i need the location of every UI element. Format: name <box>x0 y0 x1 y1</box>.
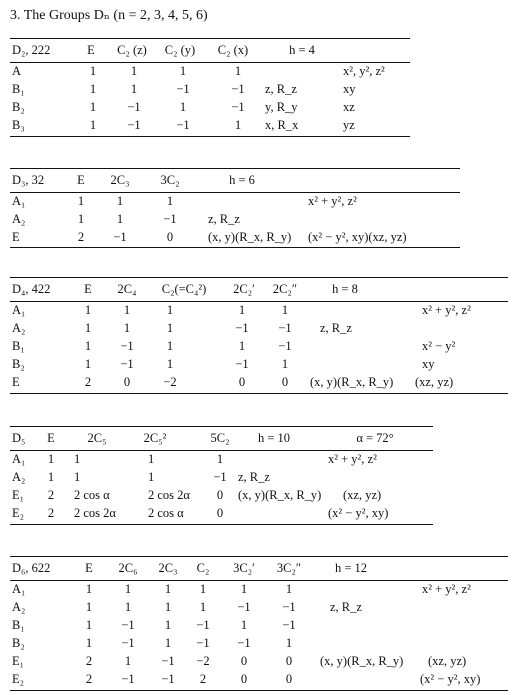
table-cell: 1 <box>166 194 174 208</box>
table-cell: 1 <box>85 582 93 596</box>
header-cell: 2C₂″ <box>272 282 298 296</box>
header-cell: 3C₂ <box>160 173 180 187</box>
table-cell: 1 <box>74 452 81 466</box>
table-cell: 1 <box>124 582 132 596</box>
header-cell: C₂ <box>196 561 210 575</box>
table-cell: −1 <box>121 618 135 632</box>
table-cell: 1 <box>85 636 93 650</box>
table-top-rule <box>10 426 433 427</box>
table-cell: 2 <box>77 230 85 244</box>
table-cell: 1 <box>77 194 85 208</box>
table-cell: 1 <box>240 618 248 632</box>
table-cell: 1 <box>123 303 131 317</box>
table-cell: 1 <box>234 64 242 78</box>
table-cell: E₁ <box>12 488 24 502</box>
table-cell: y, R_y <box>265 100 298 114</box>
header-cell: E <box>77 173 85 187</box>
header-cell: E <box>85 561 93 575</box>
table-cell: −1 <box>278 339 292 353</box>
table-cell: −1 <box>278 321 292 335</box>
table-cell: −1 <box>196 618 210 632</box>
table-cell: 2 <box>85 654 93 668</box>
table-cell: z, R_z <box>330 600 362 614</box>
table-cell: −2 <box>163 375 177 389</box>
table-cell: A₁ <box>12 194 26 208</box>
table-cell: (x, y)(R_x, R_y) <box>238 488 322 502</box>
table-cell: 1 <box>166 339 174 353</box>
table-cell: 1 <box>74 470 81 484</box>
table-cell: 1 <box>84 303 92 317</box>
table-cell: −1 <box>161 654 175 668</box>
table-cell: −2 <box>196 654 210 668</box>
header-cell: 3C₂″ <box>276 561 302 575</box>
table-cell: −1 <box>113 230 127 244</box>
table-cell: 1 <box>84 339 92 353</box>
table-cell: E₁ <box>12 654 24 668</box>
table-top-rule <box>10 38 410 39</box>
header-cell: D₆, 622 <box>12 561 51 575</box>
table-cell: 1 <box>285 636 293 650</box>
table-cell: B₁ <box>12 82 25 96</box>
header-cell: D₃, 32 <box>12 173 45 187</box>
table-cell: 1 <box>285 582 293 596</box>
table-cell: 1 <box>164 600 172 614</box>
header-cell: h = 10 <box>257 431 291 445</box>
table-cell: 1 <box>89 64 97 78</box>
table-cell: −1 <box>235 357 249 371</box>
table-cell: 1 <box>164 582 172 596</box>
table-cell: A₁ <box>12 303 26 317</box>
table-cell: A₁ <box>12 582 26 596</box>
table-cell: x² + y², z² <box>328 452 377 466</box>
table-cell: 1 <box>240 582 248 596</box>
table-cell: 1 <box>124 654 132 668</box>
table-cell: 1 <box>166 321 174 335</box>
table-cell: 1 <box>281 303 289 317</box>
table-cell: B₁ <box>12 339 25 353</box>
table-cell: 0 <box>285 672 293 686</box>
table-cell: 2 <box>47 506 55 520</box>
table-cell: −1 <box>237 600 251 614</box>
table-cell: 1 <box>124 600 132 614</box>
table-cell: 2 cos α <box>148 506 184 520</box>
table-cell: E₂ <box>12 672 24 686</box>
table-cell: 1 <box>164 636 172 650</box>
table-cell: −1 <box>121 672 135 686</box>
table-cell: A₂ <box>12 212 26 226</box>
table-cell: 1 <box>47 470 55 484</box>
header-cell: C₂ (y) <box>164 43 196 57</box>
table-cell: A₂ <box>12 321 26 335</box>
table-cell: (xz, yz) <box>415 375 454 389</box>
table-cell: B₃ <box>12 118 25 132</box>
table-cell: (x² − y², xy) <box>420 672 481 686</box>
header-cell: C₂ (x) <box>217 43 249 57</box>
table-cell: 1 <box>148 470 155 484</box>
table-cell: 1 <box>84 357 92 371</box>
table-cell: 1 <box>116 194 124 208</box>
table-cell: E₂ <box>12 506 24 520</box>
table-cell: x², y², z² <box>343 64 385 78</box>
table-cell: 0 <box>240 654 248 668</box>
table-cell: 0 <box>285 654 293 668</box>
table-cell: (xz, yz) <box>343 488 382 502</box>
table-cell: 0 <box>238 375 246 389</box>
table-cell: −1 <box>235 321 249 335</box>
table-cell: x² + y², z² <box>308 194 357 208</box>
header-cell: E <box>87 43 95 57</box>
table-cell: 0 <box>240 672 248 686</box>
table-top-rule <box>10 277 508 278</box>
table-cell: 2 cos 2α <box>74 506 116 520</box>
header-cell: 2C₃ <box>158 561 178 575</box>
table-cell: 1 <box>89 82 97 96</box>
table-cell: (x, y)(R_x, R_y) <box>310 375 394 389</box>
table-cell: z, R_z <box>208 212 240 226</box>
table-bottom-rule <box>10 690 508 691</box>
table-cell: 1 <box>148 452 155 466</box>
table-cell: 1 <box>123 321 131 335</box>
header-cell: 2C₆ <box>118 561 138 575</box>
header-cell: 5C₂ <box>210 431 230 445</box>
header-cell: h = 4 <box>289 43 315 57</box>
table-cell: −1 <box>127 118 141 132</box>
header-cell: h = 6 <box>229 173 255 187</box>
table-cell: B₂ <box>12 100 25 114</box>
table-cell: 1 <box>166 357 174 371</box>
table-cell: 0 <box>281 375 289 389</box>
header-cell: E <box>84 282 92 296</box>
table-cell: x² − y² <box>422 339 456 353</box>
table-cell: 1 <box>179 64 187 78</box>
table-cell: 1 <box>234 118 242 132</box>
table-cell: 2 <box>84 375 92 389</box>
table-cell: −1 <box>121 636 135 650</box>
table-bottom-rule <box>10 136 410 137</box>
header-cell: α = 72° <box>356 431 394 445</box>
header-cell: D₅ <box>12 431 26 445</box>
table-cell: 1 <box>47 452 55 466</box>
table-cell: 1 <box>164 618 172 632</box>
header-cell: 2C₄ <box>117 282 137 296</box>
table-cell: (xz, yz) <box>428 654 467 668</box>
header-cell: D₂, 222 <box>12 43 51 57</box>
table-cell: 2 cos α <box>74 488 110 502</box>
header-cell: 2C₅² <box>143 431 167 445</box>
table-cell: 1 <box>89 100 97 114</box>
header-cell: C₂ (z) <box>117 43 147 57</box>
table-cell: A₂ <box>12 470 26 484</box>
table-cell: yz <box>343 118 355 132</box>
table-cell: 1 <box>130 82 138 96</box>
table-cell: −1 <box>231 82 245 96</box>
table-top-rule <box>10 168 460 169</box>
table-cell: B₂ <box>12 357 25 371</box>
table-cell: 1 <box>166 303 174 317</box>
table-cell: 1 <box>238 303 246 317</box>
table-cell: xy <box>343 82 356 96</box>
table-cell: −1 <box>282 600 296 614</box>
table-cell: (x, y)(R_x, R_y) <box>208 230 292 244</box>
page-title: 3. The Groups Dₙ (n = 2, 3, 4, 5, 6) <box>10 8 208 23</box>
table-cell: 1 <box>85 600 93 614</box>
header-cell: E <box>47 431 55 445</box>
table-cell: −1 <box>196 636 210 650</box>
table-cell: −1 <box>213 470 227 484</box>
table-cell: x² + y², z² <box>422 303 471 317</box>
table-cell: 1 <box>238 339 246 353</box>
header-cell: 3C₂′ <box>233 561 255 575</box>
table-cell: z, R_z <box>265 82 297 96</box>
table-cell: 1 <box>199 600 207 614</box>
table-cell: 1 <box>89 118 97 132</box>
table-cell: 2 <box>85 672 93 686</box>
header-cell: D₄, 422 <box>12 282 51 296</box>
table-cell: 1 <box>85 618 93 632</box>
table-cell: z, R_z <box>320 321 352 335</box>
table-cell: E <box>12 230 20 244</box>
table-cell: 1 <box>130 64 138 78</box>
table-cell: B₁ <box>12 618 25 632</box>
header-cell: h = 12 <box>334 561 368 575</box>
table-cell: (x² − y², xy) <box>328 506 389 520</box>
table-bottom-rule <box>10 393 508 394</box>
header-cell: C₂(=C₄²) <box>161 282 207 296</box>
header-cell: 2C₅ <box>87 431 107 445</box>
table-cell: −1 <box>120 339 134 353</box>
table-cell: 2 <box>199 672 207 686</box>
table-cell: 1 <box>116 212 124 226</box>
table-cell: A₂ <box>12 600 26 614</box>
table-cell: E <box>12 375 20 389</box>
table-cell: xy <box>422 357 435 371</box>
table-cell: −1 <box>127 100 141 114</box>
table-cell: −1 <box>176 118 190 132</box>
table-cell: 1 <box>281 357 289 371</box>
table-cell: −1 <box>282 618 296 632</box>
table-cell: 0 <box>123 375 131 389</box>
table-cell: 1 <box>216 452 224 466</box>
table-cell: −1 <box>161 672 175 686</box>
table-cell: 1 <box>179 100 187 114</box>
table-cell: −1 <box>120 357 134 371</box>
header-cell: h = 8 <box>332 282 358 296</box>
table-cell: A₁ <box>12 452 26 466</box>
table-cell: xz <box>343 100 355 114</box>
table-bottom-rule <box>10 247 460 248</box>
table-cell: −1 <box>176 82 190 96</box>
table-bottom-rule <box>10 524 433 525</box>
table-cell: x² + y², z² <box>422 582 471 596</box>
table-cell: z, R_z <box>238 470 270 484</box>
table-cell: 0 <box>216 506 224 520</box>
table-cell: x, R_x <box>265 118 299 132</box>
table-cell: 0 <box>216 488 224 502</box>
header-cell: 2C₃ <box>110 173 130 187</box>
table-cell: (x² − y², xy)(xz, yz) <box>308 230 407 244</box>
table-top-rule <box>10 556 508 557</box>
table-cell: 0 <box>166 230 174 244</box>
header-cell: 2C₂′ <box>233 282 255 296</box>
table-cell: −1 <box>163 212 177 226</box>
table-cell: (x, y)(R_x, R_y) <box>320 654 404 668</box>
table-cell: 2 cos 2α <box>148 488 190 502</box>
table-cell: −1 <box>231 100 245 114</box>
table-cell: B₂ <box>12 636 25 650</box>
table-cell: 1 <box>199 582 207 596</box>
table-cell: A <box>12 64 22 78</box>
table-cell: 1 <box>84 321 92 335</box>
table-cell: 1 <box>77 212 85 226</box>
table-cell: −1 <box>237 636 251 650</box>
table-cell: 2 <box>47 488 55 502</box>
